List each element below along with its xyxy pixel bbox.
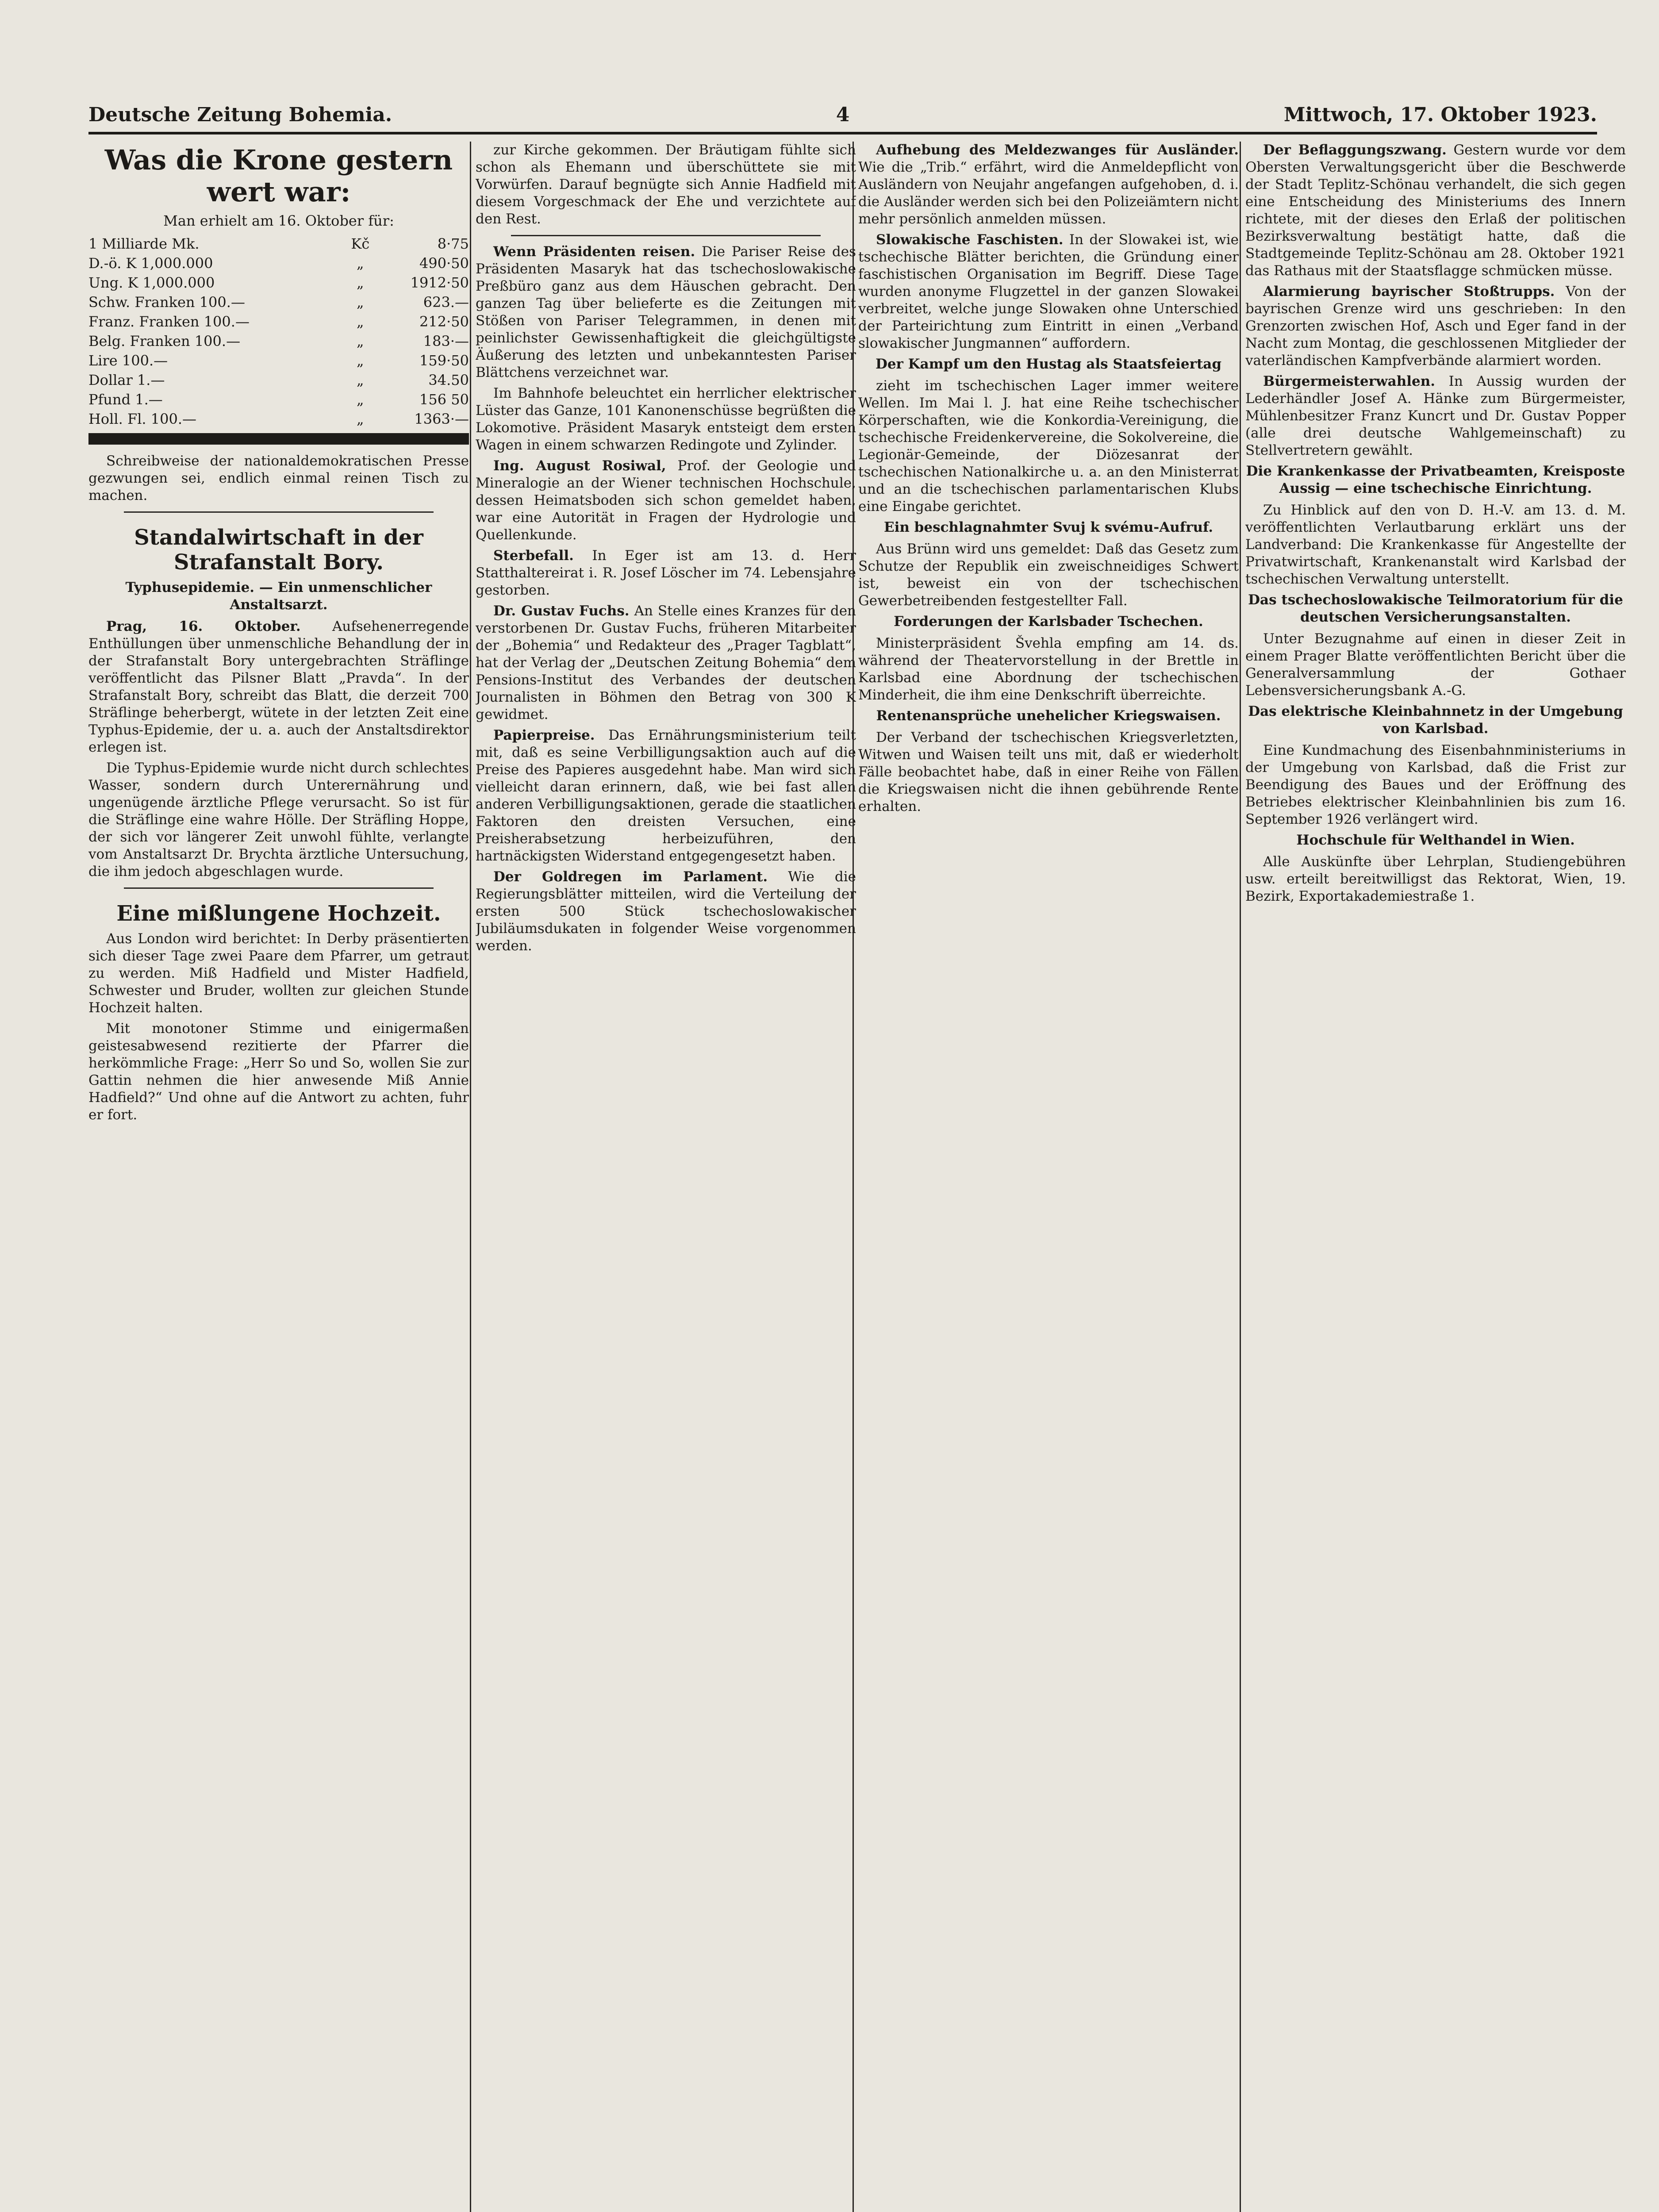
exchange-rate-label: Schw. Franken 100.—: [88, 294, 245, 311]
paragraph: zieht im tschechischen Lager immer weitere Wellen. Im Mai l. J. hat eine Reihe tschechischer Körperschaften, wie die Konkordia-Vereinigung, die tschechische Freidenkervereine, die Sokolvereine, die Legionär-Gemeinde, der Diözesanrat der tschechischen Nationalkirche u. a. an den Ministerrat und an die tschechischen parlamentarischen Klubs eine Eingabe gerichtet.: [858, 378, 1239, 515]
paragraph-text: In Aussig wurden der Lederhändler Josef A. Hänke zum Bürgermeister, Mühlenbesitzer Franz Kuncrt und Dr. Gustav Popper (alle drei deutsche Wahlgemeinschaft) zu Stellvertretern gewählt.: [1245, 373, 1626, 458]
paragraph: Mit monotoner Stimme und einigermaßen geistesabwesend rezitierte der Pfarrer die herkömmliche Frage: „Herr So und So, wollen Sie zur Gattin nehmen die hier anwesende Miß Annie Hadfield?“ Und ohne auf die Antwort zu achten, fuhr er fort.: [88, 1021, 469, 1123]
article-title: Sterbefall.: [493, 548, 574, 564]
paragraph: Eine Kundmachung des Eisenbahnministeriums in der Umgebung von Karlsbad, daß die Frist zur Beendigung des Baues und der Eröffnung des Betriebes elektrischer Kleinbahnlinien bis zum 16. September 1926 verlängert wird.: [1245, 742, 1626, 827]
exchange-rate-label: Lire 100.—: [88, 352, 168, 369]
article-title: Alarmierung bayrischer Stoßtrupps.: [1263, 284, 1555, 300]
article-title: Rentenansprüche unehelicher Kriegswaisen.: [876, 708, 1221, 724]
paragraph: [476, 868, 856, 955]
article-title: Aufhebung des Meldezwanges für Ausländer.: [876, 142, 1239, 158]
article-subtitle: Typhusepidemie. — Ein unmenschlicher Anstaltsarzt.: [125, 580, 432, 613]
exchange-rate-value: 490·50: [419, 255, 469, 272]
paragraph-text: Gestern wurde vor dem Obersten Verwaltungsgericht über die Beschwerde der Stadt Teplitz-Schönau verhandelt, die sich gegen eine Entscheidung des Ministeriums des Innern richtete, mit der dieses den Erlaß der politischen Bezirksverwaltung bestätigt hatte, daß die Stadtgemeinde Teplitz-Schönau am 28. Oktober 1921 das Rathaus mit der Staatsflagge schmücken müsse.: [1245, 142, 1626, 279]
paragraph: Unter Bezugnahme auf einen in dieser Zeit in einem Prager Blatte veröffentlichten Bericht über die Generalversammlung der Gothaer Lebensversicherungsbank A.-G.: [1245, 631, 1626, 699]
exchange-rate-value: 156 50: [419, 391, 469, 408]
paragraph: [476, 547, 856, 599]
exchange-rate-label: 1 Milliarde Mk.: [88, 235, 200, 252]
paragraph: [1245, 283, 1626, 369]
paragraph: [88, 618, 469, 756]
exchange-rate-value: 8·75: [437, 235, 469, 252]
exchange-rate-label: D.-ö. K 1,000.000: [88, 255, 213, 272]
exchange-rate-row: [88, 351, 469, 370]
article-title: Das elektrische Kleinbahnnetz in der Umgebung von Karlsbad.: [1248, 703, 1623, 737]
paragraph: [476, 727, 856, 865]
column-rule: [1240, 142, 1241, 2212]
exchange-rate-mid: „: [357, 352, 364, 369]
exchange-rate-row: [88, 253, 469, 273]
article-title: Der Beflaggungszwang.: [1263, 142, 1447, 158]
article-title: Ein beschlagnahmter Svuj k svému-Aufruf.: [883, 519, 1214, 535]
column-1: [88, 142, 469, 2212]
exchange-rate-label: Dollar 1.—: [88, 372, 165, 388]
exchange-rate-value: 1363·—: [414, 411, 469, 427]
exchange-rate-row: [88, 331, 469, 351]
exchange-rate-value: 623.—: [423, 294, 469, 311]
paragraph-text: Prof. der Geologie und Mineralogie an der Wiener technischen Hochschule, dessen Heimatsboden sich schon gemeldet haben, war eine Autorität in Fragen der Hydrologie und Quellenkunde.: [476, 458, 856, 543]
exchange-rate-row: [88, 273, 469, 292]
article-title: Der Goldregen im Parlament.: [493, 869, 768, 885]
article-title: Forderungen der Karlsbader Tschechen.: [894, 614, 1203, 630]
article-title: Wenn Präsidenten reisen.: [493, 244, 695, 260]
exchange-rate-mid: „: [357, 411, 364, 427]
exchange-rate-row: [88, 390, 469, 409]
paragraph-text: An Stelle eines Kranzes für den verstorbenen Dr. Gustav Fuchs, früheren Mitarbeiter der „Bohemia“ und Redakteur des „Prager Tagblatt“, hat der Verlag der „Deutschen Zeitung Bohemia“ dem Pensions-Institut des Verbandes der deutschen Journalisten in Böhmen den Betrag von 300 K gewidmet.: [476, 603, 856, 722]
paragraph: Im Bahnhofe beleuchtet ein herrlicher elektrischer Lüster das Ganze, 101 Kanonenschüsse begrüßten die Lokomotive. Präsident Masaryk entsteigt dem ersten Wagen in einem schwarzen Redingote und Zylinder.: [476, 385, 856, 453]
article-title: Bürgermeisterwahlen.: [1263, 373, 1436, 389]
exchange-rate-table: [88, 234, 469, 429]
paragraph: Zu Hinblick auf den von D. H.-V. am 13. d. M. veröffentlichten Verlautbarung erklärt uns der Landverband: Die Krankenkasse für Angestellte der Privatwirtschaft, Krankenanstalt wird Karlsbad der tschechischen Verwaltung unterstellt.: [1245, 502, 1626, 587]
exchange-rate-value: 159·50: [419, 352, 469, 369]
paragraph: [476, 457, 856, 544]
paragraph: [858, 142, 1239, 228]
exchange-rate-value: 1912·50: [410, 274, 469, 291]
exchange-rate-label: Holl. Fl. 100.—: [88, 411, 197, 427]
paragraph-text: Von der bayrischen Grenze wird uns geschrieben: In den Grenzorten zwischen Hof, Asch und Eger fand in der Nacht zum Montag, die geschlossenen Mitglieder der vaterländischen Kampfverbände alarmiert worden.: [1245, 284, 1626, 369]
paragraph-text: In Eger ist am 13. d. Herr Statthaltereirat i. R. Josef Löscher im 74. Lebensjahre gestorben.: [476, 548, 856, 598]
article-title: Papierpreise.: [493, 727, 595, 743]
article-title: Standalwirtschaft in der Strafanstalt Bory.: [134, 525, 423, 575]
exchange-rate-mid: „: [357, 391, 364, 408]
article-title: Hochschule für Welthandel in Wien.: [1296, 832, 1575, 848]
exchange-headline: Was die Krone gestern wert war:: [104, 144, 453, 208]
exchange-rate-label: Ung. K 1,000.000: [88, 274, 215, 291]
exchange-rate-row: [88, 370, 469, 390]
exchange-rate-row: [88, 292, 469, 312]
page-header: [88, 101, 1597, 134]
exchange-rate-label: Franz. Franken 100.—: [88, 313, 250, 330]
divider: [124, 887, 434, 889]
paragraph-text: In der Slowakei ist, wie tschechische Blätter berichten, die Gründung einer faschistischen Organisation im Begriff. Diese Tage wurden anonyme Flugzettel in der ganzen Slowakei verbreitet, welche junge Slowaken ohne Unterschied der Parteirichtung zum Eintritt in einen „Verband slowakischer Jungmannen“ auffordern.: [858, 232, 1239, 351]
article-title: Das tschechoslowakische Teilmoratorium für die deutschen Versicherungsanstalten.: [1248, 592, 1623, 625]
exchange-rate-value: 34.50: [428, 372, 469, 388]
paragraph-text: Wie die Regierungsblätter mitteilen, wird die Verteilung der ersten 500 Stück tschechoslowakischer Jubiläumsdukaten in folgender Weise vorgenommen werden.: [476, 869, 856, 954]
paragraph: zur Kirche gekommen. Der Bräutigam fühlte sich schon als Ehemann und überschüttete sie mit Vorwürfen. Darauf begnügte sich Annie Hadfield mit diesem Vorgeschmack der Ehe und verzichtete auf den Rest.: [476, 142, 856, 227]
exchange-rate-value: 212·50: [419, 313, 469, 330]
divider: [124, 511, 434, 513]
exchange-rate-label: Belg. Franken 100.—: [88, 333, 241, 349]
article-title: Slowakische Faschisten.: [876, 232, 1064, 248]
article-title: Dr. Gustav Fuchs.: [493, 603, 630, 619]
paragraph: [1245, 373, 1626, 459]
black-bar-divider: [88, 433, 469, 445]
paragraph: Der Verband der tschechischen Kriegsverletzten, Witwen und Waisen teilt uns mit, daß er wiederholt Fälle beobachtet habe, daß in einer Reihe von Fällen die Kriegswaisen nicht die ihnen gebührende Rente erhalten.: [858, 730, 1239, 814]
paragraph-text: Das Ernährungsministerium teilt mit, daß es seine Verbilligungsaktion auch auf die Preise des Papieres ausgedehnt habe. Man wird sich vielleicht daran erinnern, daß, wie bei fast allen anderen Verbilligungsaktionen, gerade die staatlichen Faktoren den dreisten Versuchen, eine Preisherabsetzung herbeizuführen, den hartnäckigsten Widerstand entgegengesetzt haben.: [476, 727, 856, 864]
exchange-rate-mid: „: [357, 372, 364, 388]
paper-name: Deutsche Zeitung Bohemia.: [88, 104, 392, 126]
exchange-rate-mid: „: [357, 274, 364, 291]
exchange-rate-label: Pfund 1.—: [88, 391, 163, 408]
paragraph: Alle Auskünfte über Lehrplan, Studiengebühren usw. erteilt bereitwilligst das Rektorat, Wien, 19. Bezirk, Exportakademiestraße 1.: [1245, 854, 1626, 904]
exchange-rate-row: [88, 409, 469, 429]
divider: [511, 235, 821, 236]
article-title: Der Kampf um den Hustag als Staatsfeiertag: [875, 356, 1222, 372]
paragraph-text: Wie die „Trib.“ erfährt, wird die Anmeldepflicht von Ausländern von Neujahr angefangen aufgehoben, d. i. die Ausländer werden sich bei den Polizeiämtern nicht mehr persönlich anmelden müssen.: [858, 159, 1239, 227]
exchange-rate-mid: „: [357, 333, 364, 349]
paragraph: [476, 603, 856, 723]
column-4: [1245, 142, 1626, 2212]
article-title: Eine mißlungene Hochzeit.: [116, 901, 441, 926]
page-number: 4: [836, 104, 850, 126]
paragraph: [1245, 142, 1626, 280]
exchange-rate-row: [88, 312, 469, 331]
article-title: Die Krankenkasse der Privatbeamten, Kreisposte Aussig — eine tschechische Einrichtung.: [1246, 463, 1625, 496]
exchange-rate-mid: „: [357, 255, 364, 272]
article-title: Ing. August Rosiwal,: [493, 458, 666, 474]
paragraph-text: Die Pariser Reise des Präsidenten Masaryk hat das tschechoslowakische Preßbüro ganz aus dem Häuschen gebracht. Den ganzen Tag über belieferte es die Zeitungen mit Stößen von Pariser Telegrammen, in denen mit peinlichster Gewissenhaftigkeit die gleichgültigste Äußerung des letzten und unbekanntesten Pariser Blättchens verzeichnet war.: [476, 244, 856, 380]
paragraph: [476, 243, 856, 381]
column-2: [476, 142, 856, 2212]
exchange-rate-value: 183·—: [423, 333, 469, 349]
column-rule: [470, 142, 471, 2212]
issue-date: Mittwoch, 17. Oktober 1923.: [1283, 104, 1597, 126]
exchange-rate-row: [88, 234, 469, 253]
paragraph: Ministerpräsident Švehla empfing am 14. ds. während der Theatervorstellung in der Brettle in Karlsbad eine Abordnung der tschechischen Minderheit, die ihm eine Denkschrift überreichte.: [858, 635, 1239, 703]
dateline: Prag, 16. Oktober.: [106, 618, 301, 634]
paragraph: Aus Brünn wird uns gemeldet: Daß das Gesetz zum Schutze der Republik ein zweischneidiges Schwert ist, beweist ein von der tschechischen Gewerbetreibenden festgestellter Fall.: [858, 541, 1239, 609]
exchange-subtitle: Man erhielt am 16. Oktober für:: [163, 212, 394, 229]
exchange-rate-mid: Kč: [351, 235, 370, 252]
exchange-rate-mid: „: [357, 294, 364, 311]
exchange-rate-mid: „: [357, 313, 364, 330]
paragraph: Aus London wird berichtet: In Derby präsentierten sich dieser Tage zwei Paare dem Pfarrer, um getraut zu werden. Miß Hadfield und Mister Hadfield, Schwester und Bruder, wollten zur gleichen Stunde Hochzeit halten.: [88, 931, 469, 1016]
paragraph-text: Aufsehenerregende Enthüllungen über unmenschliche Behandlung der in der Strafanstalt Bory untergebrachten Sträflinge veröffentlicht das Pilsner Blatt „Pravda“. In der Strafanstalt Bory, schreibt das Blatt, die derzeit 700 Sträflinge beherbergt, wütete in der letzten Zeit eine Typhus-Epidemie, der u. a. auch der Anstaltsdirektor erlegen ist.: [88, 618, 469, 755]
paragraph: Schreibweise der nationaldemokratischen Presse gezwungen sei, endlich einmal reinen Tisch zu machen.: [88, 453, 469, 503]
paragraph: [858, 231, 1239, 352]
column-3: [858, 142, 1239, 2212]
paragraph: Die Typhus-Epidemie wurde nicht durch schlechtes Wasser, sondern durch Unterernährung und ungenügende ärztliche Pflege verursacht. So ist für die Sträflinge eine wahre Hölle. Der Sträfling Hoppe, der sich vor längerer Zeit unwohl fühlte, verlangte vom Anstaltsarzt Dr. Brychta ärztliche Untersuchung, die ihm jedoch abgeschlagen wurde.: [88, 760, 469, 879]
